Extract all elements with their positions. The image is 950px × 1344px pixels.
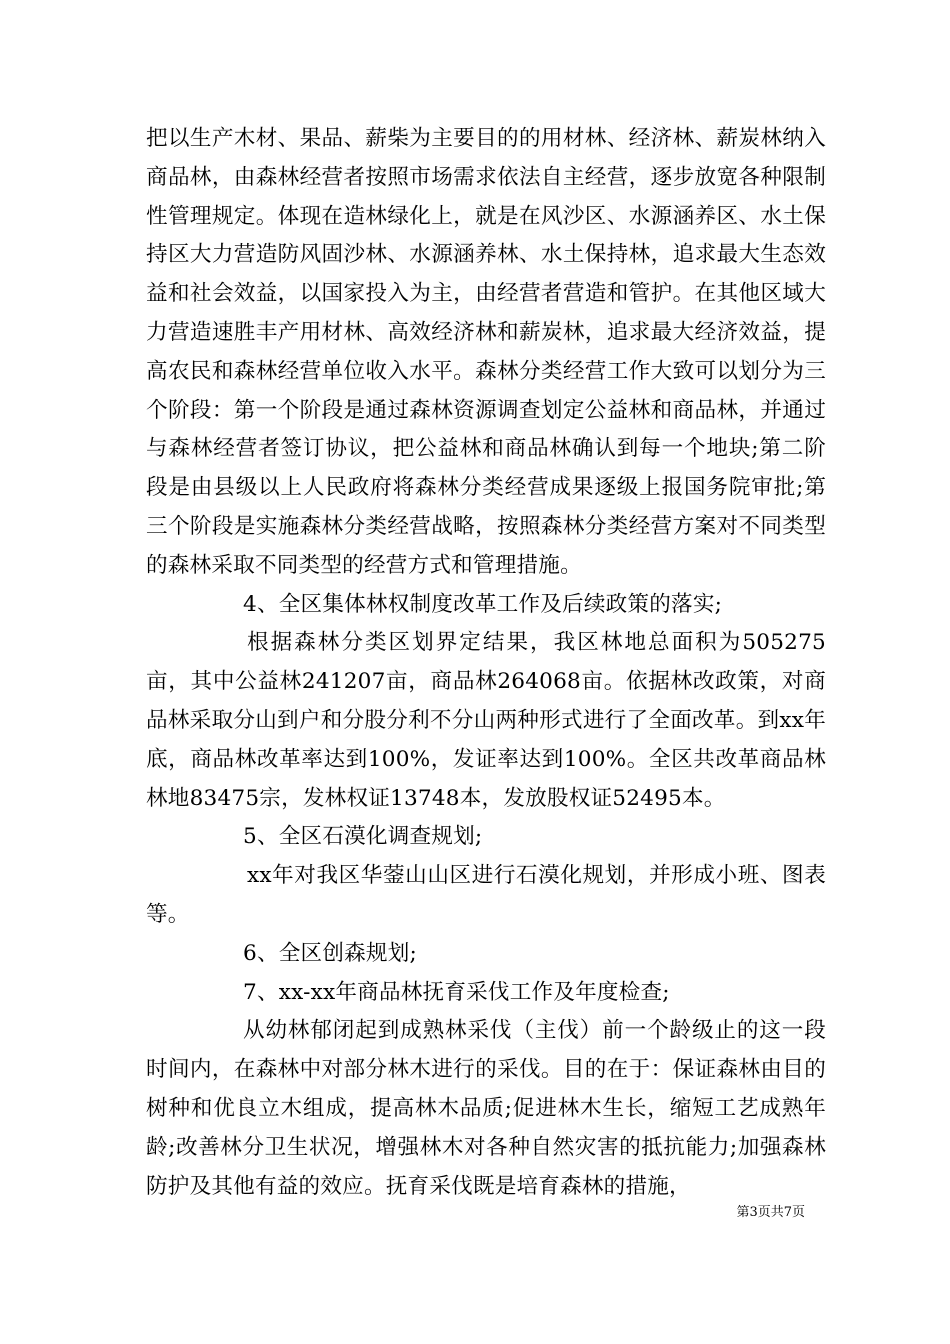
- paragraph-classification-intro: 把以生产木材、果品、薪柴为主要目的的用材林、经济林、薪炭林纳入商品林，由森林经营者按照市场需求依法自主经营，逐步放宽各种限制性管理规定。体现在造林绿化上，就是在风沙区、水源涵养区、水土保持区大力营造防风固沙林、水源涵养林、水土保持林，追求最大生态效益和社会效益，以国家投入为主，由经营者营造和管护。在其他区域大力营造速胜丰产用材林、高效经济林和薪炭林，追求最大经济效益，提高农民和森林经营单位收入水平。森林分类经营工作大致可以划分为三个阶段：第一个阶段是通过森林资源调查划定公益林和商品林，并通过与森林经营者签订协议，把公益林和商品林确认到每一个地块;第二阶段是由县级以上人民政府将森林分类经营成果逐级上报国务院审批;第三个阶段是实施森林分类经营战略，按照森林分类经营方案对不同类型的森林采取不同类型的经营方式和管理措施。: [146, 126, 826, 578]
- paragraph-item-5: xx年对我区华蓥山山区进行石漠化规划，并形成小班、图表等。: [146, 863, 826, 927]
- heading-item-4: 4、全区集体林权制度改革工作及后续政策的落实;: [243, 591, 723, 617]
- heading-item-5: 5、全区石漠化调查规划;: [243, 824, 483, 850]
- paragraph-item-4: 根据森林分类区划界定结果，我区林地总面积为505275亩，其中公益林241207亩，商品林264068亩。依据林改政策，对商品林采取分山到户和分股分利不分山两种形式进行了全面改革。到xx年底，商品林改革率达到100%，发证率达到100%。全区共改革商品林林地83475宗，发林权证13748本，发放股权证52495本。: [146, 630, 826, 811]
- paragraph-item-7: 从幼林郁闭起到成熟林采伐（主伐）前一个龄级止的这一段时间内，在森林中对部分林木进行的采伐。目的在于：保证森林由目的树种和优良立木组成，提高林木品质;促进林木生长，缩短工艺成熟年龄;改善林分卫生状况，增强林木对各种自然灾害的抵抗能力;加强森林防护及其他有益的效应。抚育采伐既是培育森林的措施，: [146, 1018, 826, 1199]
- page-number: 第3页共7页: [736, 1205, 805, 1220]
- heading-item-6: 6、全区创森规划;: [243, 940, 417, 966]
- document-body: [146, 120, 826, 1206]
- heading-item-7: 7、xx-xx年商品林抚育采伐工作及年度检查;: [243, 979, 670, 1005]
